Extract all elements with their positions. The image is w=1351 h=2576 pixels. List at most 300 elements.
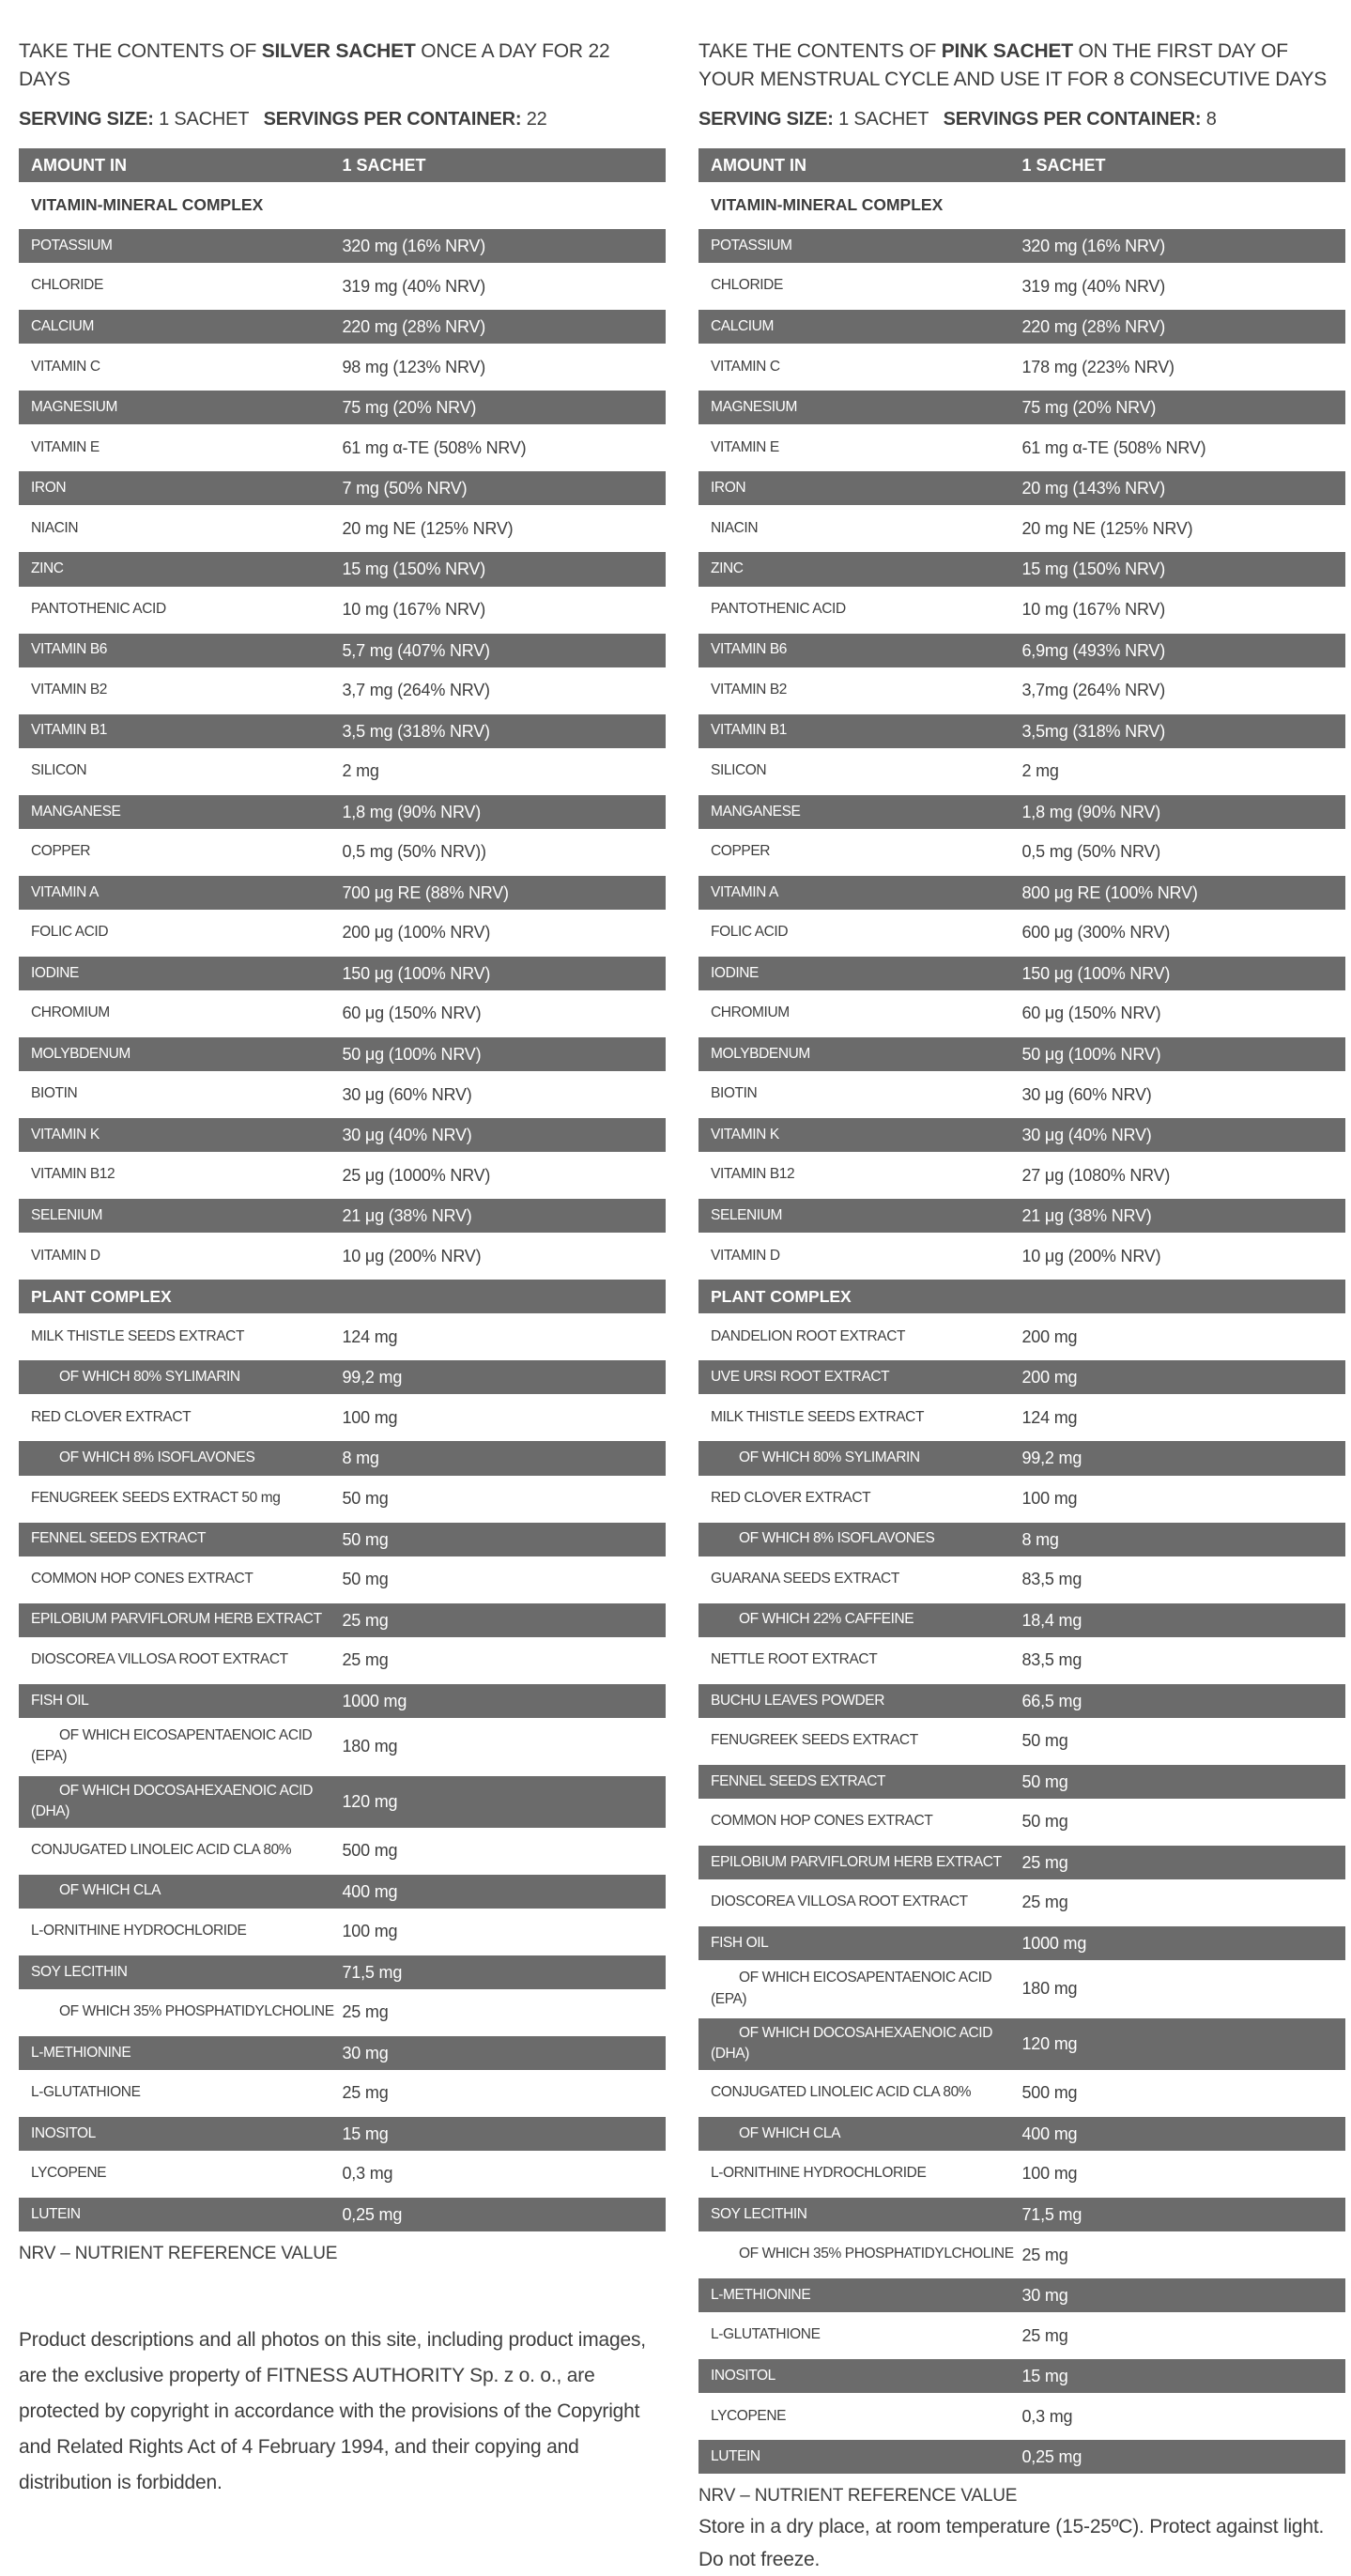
ingredient-amount: 220 mg (28% NRV) [1021, 317, 1166, 337]
table-row [699, 1963, 1345, 2015]
table-row [699, 2073, 1345, 2113]
ingredient-amount: 66,5 mg [1021, 1691, 1082, 1710]
ingredient-label: PANTOTHENIC ACID [711, 600, 846, 617]
ingredient-amount: 1000 mg [1021, 1933, 1087, 1953]
section-header-row [699, 1276, 1345, 1316]
ingredient-amount: 61 mg α-TE (508% NRV) [1021, 437, 1206, 457]
ingredient-label: VITAMIN A [711, 883, 778, 900]
ingredient-amount: 30 mg [342, 2043, 389, 2062]
ingredient-amount: 2 mg [1021, 761, 1059, 781]
ingredient-amount: 25 mg [342, 1650, 389, 1670]
ingredient-label: LYCOPENE [711, 2407, 787, 2424]
ingredient-label: POTASSIUM [31, 237, 113, 253]
table-row [699, 1235, 1345, 1276]
pink-sachet-table [699, 145, 1345, 2476]
ingredient-amount: 319 mg (40% NRV) [1021, 276, 1166, 296]
ingredient-amount: 3,7 mg (264% NRV) [342, 681, 490, 700]
table-row [19, 1357, 666, 1397]
table-row [699, 670, 1345, 711]
ingredient-label: SILICON [711, 762, 767, 779]
servings-per-container-label: SERVINGS PER CONTAINER: [263, 109, 522, 130]
ingredient-label: LUTEIN [31, 2205, 81, 2222]
table-row [699, 1882, 1345, 1923]
table-row [699, 1519, 1345, 1559]
ingredient-amount: 1,8 mg (90% NRV) [342, 802, 482, 821]
ingredient-label: L-GLUTATHIONE [31, 2084, 141, 2101]
servings-per-container-value: 8 [1205, 109, 1217, 130]
ingredient-amount: 0,25 mg [342, 2205, 403, 2225]
ingredient-amount: 0,3 mg [342, 2164, 393, 2184]
ingredient-label: LYCOPENE [31, 2165, 107, 2182]
ingredient-amount: 25 mg [1021, 1893, 1068, 1912]
table-row [699, 306, 1345, 346]
ingredient-label: OF WHICH EICOSAPENTAENOIC ACID (EPA) [31, 1726, 313, 1765]
ingredient-amount: 3,7mg (264% NRV) [1021, 681, 1166, 700]
table-row [699, 953, 1345, 993]
ingredient-amount: 25 mg [1021, 1852, 1068, 1872]
ingredient-amount: 180 mg [1021, 1979, 1078, 1999]
ingredient-label: VITAMIN B6 [31, 641, 107, 658]
table-row [699, 1357, 1345, 1397]
table-row [699, 1640, 1345, 1680]
ingredient-label: VITAMIN B12 [31, 1166, 115, 1183]
ingredient-amount: 7 mg (50% NRV) [342, 479, 468, 498]
ingredient-label: VITAMIN B2 [31, 681, 107, 698]
ingredient-amount: 75 mg (20% NRV) [1021, 398, 1157, 418]
ingredient-label: MOLYBDENUM [711, 1045, 810, 1062]
ingredient-label: OF WHICH 80% SYLIMARIN [59, 1369, 240, 1386]
ingredient-label: SOY LECITHIN [31, 1963, 128, 1980]
ingredient-label: DIOSCOREA VILLOSA ROOT EXTRACT [711, 1894, 968, 1910]
table-row [19, 1559, 666, 1600]
ingredient-amount: 0,5 mg (50% NRV) [1021, 842, 1161, 862]
table-row [19, 1195, 666, 1235]
ingredient-label: UVE URSI ROOT EXTRACT [711, 1369, 890, 1386]
ingredient-amount: 600 μg (300% NRV) [1021, 923, 1171, 943]
ingredient-amount: 50 mg [342, 1529, 389, 1549]
ingredient-amount: 27 μg (1080% NRV) [1021, 1165, 1171, 1185]
ingredient-label: ZINC [711, 560, 744, 577]
table-row [699, 1437, 1345, 1478]
ingredient-label: BIOTIN [31, 1085, 78, 1102]
ingredient-amount: 50 mg [1021, 1812, 1068, 1832]
ingredient-label: CHROMIUM [711, 1004, 790, 1021]
serving-size-value: 1 SACHET [838, 109, 929, 130]
ingredient-amount: 50 mg [342, 1488, 389, 1508]
copyright-notice: Product descriptions and all photos on this site, including product images, are the exclusive property of FITNESS AUTHORITY Sp. z o. o., are protected by copyright in accordance with the provisions of the Copyright and Related Rights Act of 4 February 1994, and their copying and distribution is forbidden. [19, 2329, 646, 2494]
ingredient-label: CALCIUM [711, 318, 774, 334]
ingredient-amount: 120 mg [1021, 2034, 1078, 2054]
ingredient-amount: 8 mg [1021, 1529, 1059, 1549]
ingredient-amount: 15 mg [342, 2124, 389, 2143]
ingredient-label: SELENIUM [31, 1207, 103, 1224]
silver-sachet-table [19, 145, 666, 2234]
table-row [699, 387, 1345, 427]
ingredient-label: VITAMIN K [711, 1126, 779, 1142]
ingredient-amount: 15 mg (150% NRV) [342, 560, 486, 579]
table-row [699, 1802, 1345, 1842]
table-row [699, 1316, 1345, 1357]
ingredient-amount: 21 μg (38% NRV) [1021, 1206, 1152, 1226]
ingredient-label: OF WHICH 35% PHOSPHATIDYLCHOLINE [739, 2246, 1014, 2262]
table-row [699, 2436, 1345, 2476]
ingredient-label: FENNEL SEEDS EXTRACT [711, 1772, 886, 1789]
ingredient-label: DIOSCOREA VILLOSA ROOT EXTRACT [31, 1650, 288, 1667]
ingredient-amount: 20 mg NE (125% NRV) [342, 518, 514, 538]
ingredient-label: CONJUGATED LINOLEIC ACID CLA 80% [31, 1841, 292, 1858]
ingredient-label: BIOTIN [711, 1085, 758, 1102]
table-header-row [699, 145, 1345, 185]
section-title: PLANT COMPLEX [31, 1286, 172, 1306]
ingredient-amount: 200 mg [1021, 1368, 1078, 1388]
ingredient-label: IRON [711, 480, 746, 497]
ingredient-amount: 30 μg (40% NRV) [1021, 1126, 1152, 1145]
table-row [19, 670, 666, 711]
table-row [699, 1155, 1345, 1195]
table-row [699, 1680, 1345, 1721]
table-row [699, 468, 1345, 508]
ingredient-label: FENNEL SEEDS EXTRACT [31, 1530, 207, 1547]
table-row [19, 912, 666, 953]
table-row [19, 508, 666, 548]
ingredient-amount: 124 mg [342, 1326, 398, 1346]
ingredient-amount: 320 mg (16% NRV) [342, 237, 486, 256]
ingredient-amount: 700 μg RE (88% NRV) [342, 882, 509, 902]
table-row [699, 266, 1345, 306]
ingredient-label: FOLIC ACID [711, 924, 789, 941]
table-row [699, 427, 1345, 468]
ingredient-label: INOSITOL [711, 2368, 775, 2384]
servings-per-container-label: SERVINGS PER CONTAINER: [943, 109, 1202, 130]
ingredient-label: VITAMIN B1 [711, 722, 787, 739]
ingredient-amount: 1,8 mg (90% NRV) [1021, 802, 1161, 821]
table-row [699, 2113, 1345, 2154]
table-row [19, 711, 666, 751]
ingredient-label: EPILOBIUM PARVIFLORUM HERB EXTRACT [711, 1853, 1002, 1870]
ingredient-amount: 124 mg [1021, 1407, 1078, 1427]
section-title: VITAMIN-MINERAL COMPLEX [31, 194, 264, 214]
ingredient-label: NIACIN [711, 519, 759, 536]
table-row [19, 1437, 666, 1478]
ingredient-amount: 61 mg α-TE (508% NRV) [342, 437, 527, 457]
table-row [699, 2396, 1345, 2436]
table-row [699, 1923, 1345, 1963]
section-title: PLANT COMPLEX [711, 1286, 852, 1306]
table-row [19, 1952, 666, 1992]
ingredient-amount: 18,4 mg [1021, 1610, 1082, 1630]
ingredient-label: RED CLOVER EXTRACT [711, 1489, 871, 1506]
amount-in-header: AMOUNT IN [31, 156, 127, 175]
ingredient-label: COPPER [711, 843, 771, 860]
table-row [699, 2275, 1345, 2315]
table-row [699, 2154, 1345, 2194]
table-row [699, 225, 1345, 266]
ingredient-amount: 3,5mg (318% NRV) [1021, 721, 1166, 741]
table-row [19, 266, 666, 306]
section-header-row [19, 1276, 666, 1316]
table-row [699, 872, 1345, 912]
table-row [699, 508, 1345, 548]
table-row [19, 1074, 666, 1114]
ingredient-label: MANGANESE [31, 803, 121, 820]
ingredient-amount: 500 mg [342, 1841, 398, 1861]
ingredient-label: OF WHICH CLA [59, 1882, 161, 1899]
ingredient-amount: 200 mg [1021, 1326, 1078, 1346]
table-row [19, 2073, 666, 2113]
table-row [699, 2315, 1345, 2355]
ingredient-label: VITAMIN C [711, 358, 780, 375]
ingredient-amount: 100 mg [1021, 1488, 1078, 1508]
section-title: VITAMIN-MINERAL COMPLEX [711, 194, 944, 214]
table-row [699, 630, 1345, 670]
ingredient-amount: 150 μg (100% NRV) [1021, 963, 1171, 983]
table-row [19, 1640, 666, 1680]
ingredient-amount: 3,5 mg (318% NRV) [342, 721, 490, 741]
ingredient-label: L-METHIONINE [31, 2044, 131, 2061]
table-row [19, 872, 666, 912]
ingredient-label: MILK THISTLE SEEDS EXTRACT [31, 1327, 245, 1344]
ingredient-amount: 30 μg (40% NRV) [342, 1126, 472, 1145]
ingredient-amount: 1000 mg [342, 1691, 407, 1710]
table-row [19, 1680, 666, 1721]
table-row [699, 1761, 1345, 1802]
table-row [699, 590, 1345, 630]
table-row [19, 1114, 666, 1155]
ingredient-amount: 15 mg (150% NRV) [1021, 560, 1166, 579]
ingredient-amount: 15 mg [1021, 2367, 1068, 2386]
serving-size-value: 1 SACHET [159, 109, 250, 130]
ingredient-label: MAGNESIUM [711, 399, 797, 416]
amount-in-header: AMOUNT IN [711, 156, 806, 175]
ingredient-label: L-ORNITHINE HYDROCHLORIDE [31, 1923, 247, 1940]
table-row [699, 346, 1345, 387]
ingredient-amount: 178 mg (223% NRV) [1021, 357, 1174, 376]
table-row [699, 548, 1345, 589]
serving-size-label: SERVING SIZE: [699, 109, 834, 130]
ingredient-amount: 99,2 mg [342, 1368, 403, 1388]
ingredient-label: COMMON HOP CONES EXTRACT [711, 1813, 933, 1830]
ingredient-amount: 30 mg [1021, 2286, 1068, 2306]
ingredient-amount: 180 mg [342, 1737, 398, 1756]
table-row [19, 1911, 666, 1952]
table-row [699, 832, 1345, 872]
ingredient-amount: 100 mg [342, 1922, 398, 1941]
ingredient-amount: 400 mg [342, 1881, 398, 1901]
table-row [19, 427, 666, 468]
table-row [699, 1034, 1345, 1074]
table-row [19, 832, 666, 872]
table-row [19, 2154, 666, 2194]
ingredient-label: SOY LECITHIN [711, 2205, 807, 2222]
table-row [19, 1155, 666, 1195]
ingredient-amount: 0,5 mg (50% NRV)) [342, 842, 486, 862]
ingredient-amount: 0,3 mg [1021, 2406, 1073, 2426]
table-row [699, 1195, 1345, 1235]
ingredient-label: CHLORIDE [31, 277, 103, 294]
serving-info [699, 109, 1345, 130]
table-row [19, 2113, 666, 2154]
table-row [19, 1831, 666, 1871]
ingredient-label: FENUGREEK SEEDS EXTRACT 50 mg [31, 1489, 281, 1506]
table-row [19, 751, 666, 791]
ingredient-amount: 25 mg [1021, 2325, 1068, 2345]
ingredient-amount: 71,5 mg [1021, 2205, 1082, 2225]
ingredient-label: VITAMIN C [31, 358, 100, 375]
ingredient-amount: 2 mg [342, 761, 379, 781]
ingredient-amount: 20 mg (143% NRV) [1021, 479, 1166, 498]
ingredient-label: RED CLOVER EXTRACT [31, 1408, 192, 1425]
ingredient-label: PANTOTHENIC ACID [31, 600, 166, 617]
directions-text: TAKE THE CONTENTS OF SILVER SACHET ONCE A DAY FOR 22 DAYS [19, 40, 610, 90]
section-header-row [699, 185, 1345, 225]
ingredient-amount: 50 mg [1021, 1771, 1068, 1791]
ingredient-amount: 50 μg (100% NRV) [342, 1045, 482, 1065]
ingredient-label: VITAMIN E [31, 438, 100, 455]
ingredient-label: VITAMIN K [31, 1126, 100, 1142]
section-header-row [19, 185, 666, 225]
ingredient-amount: 500 mg [1021, 2083, 1078, 2103]
table-row [19, 306, 666, 346]
table-row [699, 1721, 1345, 1761]
ingredient-label: IODINE [711, 964, 759, 981]
ingredient-amount: 10 μg (200% NRV) [1021, 1246, 1161, 1265]
ingredient-label: CHROMIUM [31, 1004, 110, 1021]
directions-text: TAKE THE CONTENTS OF PINK SACHET ON THE FIRST DAY OF YOUR MENSTRUAL CYCLE AND USE IT FOR 8 CONSECUTIVE DAYS [699, 40, 1328, 90]
ingredient-amount: 21 μg (38% NRV) [342, 1206, 472, 1226]
ingredient-amount: 71,5 mg [342, 1962, 403, 1982]
ingredient-label: COPPER [31, 843, 91, 860]
table-row [19, 1992, 666, 2032]
ingredient-amount: 400 mg [1021, 2124, 1078, 2143]
ingredient-amount: 20 mg NE (125% NRV) [1021, 518, 1193, 538]
ingredient-label: L-METHIONINE [711, 2286, 811, 2303]
table-row [19, 1871, 666, 1911]
table-row [19, 1772, 666, 1831]
ingredient-amount: 50 μg (100% NRV) [1021, 1045, 1161, 1065]
ingredient-amount: 5,7 mg (407% NRV) [342, 640, 490, 660]
ingredient-label: OF WHICH 22% CAFFEINE [739, 1611, 914, 1628]
ingredient-label: FENUGREEK SEEDS EXTRACT [711, 1732, 918, 1749]
ingredient-amount: 10 μg (200% NRV) [342, 1246, 482, 1265]
table-row [699, 1559, 1345, 1600]
table-row [699, 993, 1345, 1034]
ingredient-amount: 60 μg (150% NRV) [1021, 1004, 1161, 1023]
ingredient-label: FOLIC ACID [31, 924, 109, 941]
ingredient-amount: 75 mg (20% NRV) [342, 398, 477, 418]
ingredient-label: BUCHU LEAVES POWDER [711, 1692, 885, 1709]
table-row [19, 1479, 666, 1519]
ingredient-label: OF WHICH 8% ISOFLAVONES [739, 1530, 935, 1547]
ingredient-label: IRON [31, 480, 67, 497]
ingredient-amount: 220 mg (28% NRV) [342, 317, 486, 337]
table-row [699, 1842, 1345, 1882]
ingredient-amount: 8 mg [342, 1449, 379, 1468]
serving-info [19, 109, 666, 130]
ingredient-amount: 25 μg (1000% NRV) [342, 1165, 491, 1185]
table-row [19, 953, 666, 993]
table-row [699, 1479, 1345, 1519]
ingredient-amount: 60 μg (150% NRV) [342, 1004, 482, 1023]
table-row [699, 1600, 1345, 1640]
table-row [19, 2194, 666, 2234]
table-row [699, 711, 1345, 751]
ingredient-label: DANDELION ROOT EXTRACT [711, 1327, 906, 1344]
ingredient-label: SILICON [31, 762, 87, 779]
table-row [19, 1519, 666, 1559]
table-row [19, 791, 666, 832]
ingredient-amount: 83,5 mg [1021, 1570, 1082, 1589]
silver-sachet-directions [19, 17, 666, 94]
ingredient-label: VITAMIN B6 [711, 641, 787, 658]
nrv-footnote: NRV – NUTRIENT REFERENCE VALUE [699, 2486, 1018, 2507]
table-row [19, 2032, 666, 2073]
ingredient-amount: 150 μg (100% NRV) [342, 963, 491, 983]
ingredient-amount: 98 mg (123% NRV) [342, 357, 486, 376]
table-row [699, 751, 1345, 791]
ingredient-amount: 83,5 mg [1021, 1650, 1082, 1670]
ingredient-label: OF WHICH 35% PHOSPHATIDYLCHOLINE [59, 2003, 334, 2020]
table-row [699, 1397, 1345, 1437]
storage-instructions: Store in a dry place, at room temperature (15-25ºC). Protect against light. Do not freeze. [699, 2516, 1325, 2571]
ingredient-amount: 25 mg [342, 2002, 389, 2022]
ingredient-amount: 6,9mg (493% NRV) [1021, 640, 1166, 660]
ingredient-label: COMMON HOP CONES EXTRACT [31, 1570, 253, 1587]
ingredient-label: ZINC [31, 560, 64, 577]
ingredient-amount: 10 mg (167% NRV) [342, 600, 486, 620]
ingredient-label: CALCIUM [31, 318, 94, 334]
ingredient-label: VITAMIN B1 [31, 722, 107, 739]
table-row [19, 387, 666, 427]
ingredient-label: L-ORNITHINE HYDROCHLORIDE [711, 2165, 927, 2182]
table-row [699, 2234, 1345, 2275]
ingredient-amount: 200 μg (100% NRV) [342, 923, 491, 943]
ingredient-amount: 10 mg (167% NRV) [1021, 600, 1166, 620]
servings-per-container-value: 22 [526, 109, 547, 130]
ingredient-amount: 25 mg [1021, 2245, 1068, 2264]
table-row [699, 912, 1345, 953]
ingredient-label: MILK THISTLE SEEDS EXTRACT [711, 1408, 925, 1425]
ingredient-label: INOSITOL [31, 2124, 96, 2141]
ingredient-label: IODINE [31, 964, 79, 981]
table-row [19, 548, 666, 589]
sachet-header: 1 SACHET [342, 156, 426, 175]
ingredient-label: OF WHICH CLA [739, 2124, 841, 2141]
ingredient-label: NIACIN [31, 519, 79, 536]
table-row [19, 346, 666, 387]
ingredient-label: LUTEIN [711, 2448, 760, 2465]
sachet-header: 1 SACHET [1021, 156, 1106, 175]
ingredient-label: VITAMIN B12 [711, 1166, 795, 1183]
ingredient-label: VITAMIN D [31, 1247, 100, 1264]
table-row [699, 1074, 1345, 1114]
ingredient-amount: 0,25 mg [1021, 2447, 1082, 2467]
ingredient-amount: 120 mg [342, 1792, 398, 1812]
ingredient-label: MANGANESE [711, 803, 801, 820]
ingredient-label: POTASSIUM [711, 237, 792, 253]
table-row [19, 1397, 666, 1437]
ingredient-label: L-GLUTATHIONE [711, 2326, 821, 2343]
ingredient-amount: 100 mg [342, 1407, 398, 1427]
ingredient-label: FISH OIL [31, 1692, 89, 1709]
serving-size-label: SERVING SIZE: [19, 109, 154, 130]
ingredient-label: VITAMIN B2 [711, 681, 787, 698]
table-row [699, 2355, 1345, 2396]
ingredient-amount: 25 mg [342, 2083, 389, 2103]
ingredient-label: EPILOBIUM PARVIFLORUM HERB EXTRACT [31, 1611, 322, 1628]
table-row [19, 993, 666, 1034]
table-row [699, 2194, 1345, 2234]
ingredient-amount: 800 μg RE (100% NRV) [1021, 882, 1198, 902]
